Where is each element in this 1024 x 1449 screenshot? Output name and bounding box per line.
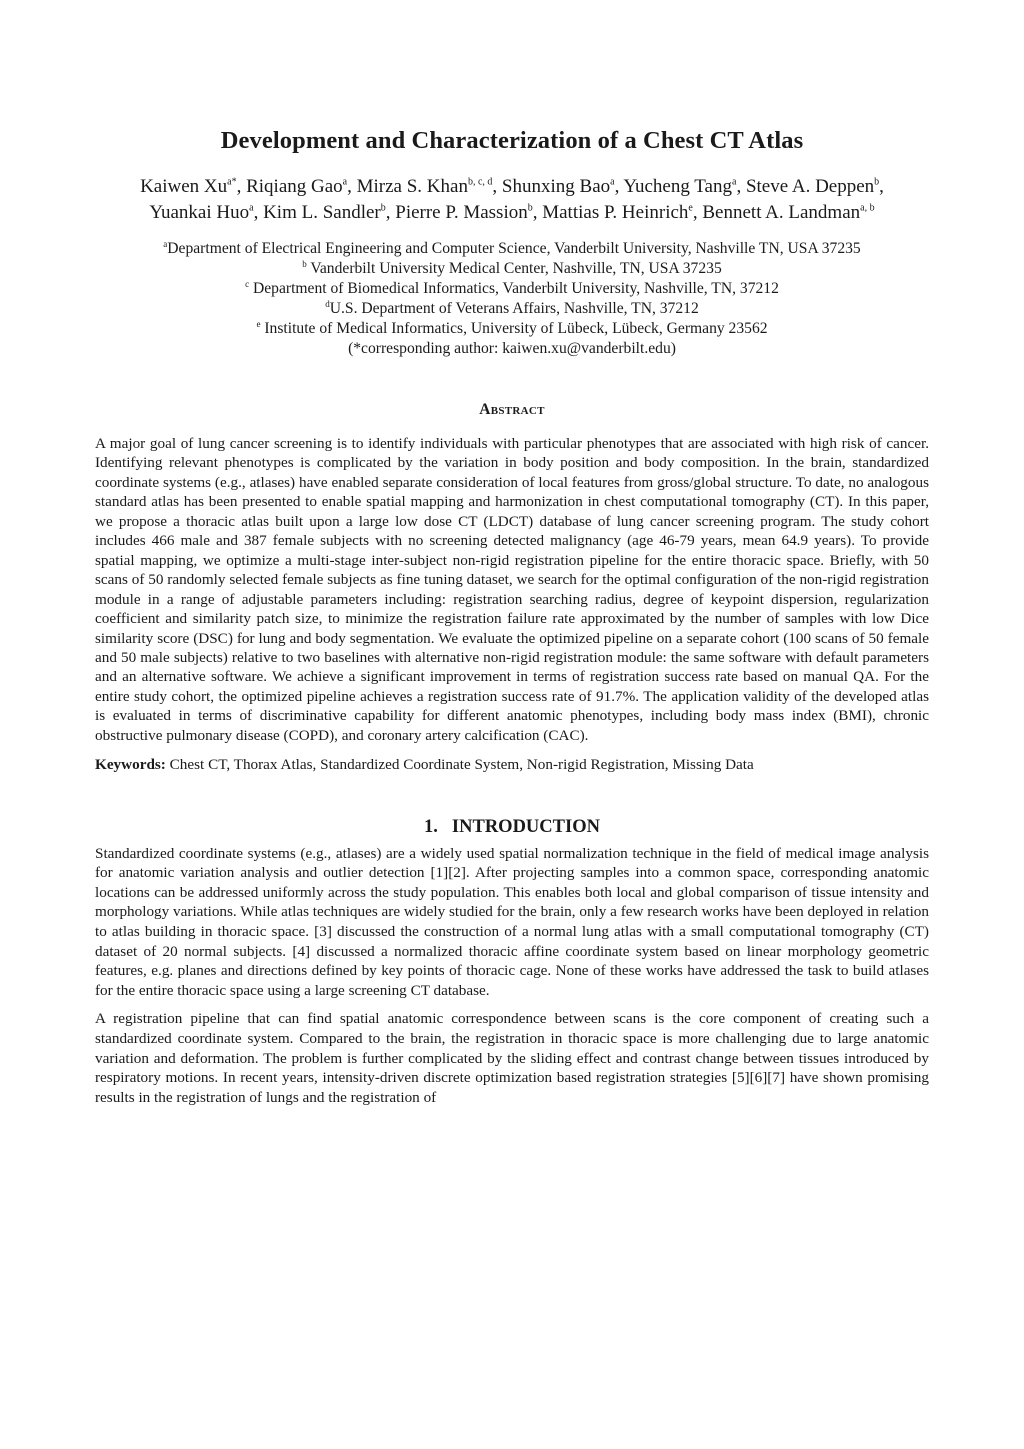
keywords-label: Keywords: [95,756,166,774]
body-paragraph: A registration pipeline that can find spatial anatomic correspondence between scans is the core component of creating such a standardized coordinate system. Compared to the brain, the registration in thoracic space is more challenging due to large anatomic variation and deformation. The problem is further complicated by the sliding effect and contrast change between tissues introduced by respiratory motions. In recent years, intensity-driven discrete optimization based registration strategies [5][6][7] have shown promising results in the registration of lungs and the registration of [95,1010,929,1106]
abstract-text: A major goal of lung cancer screening is to identify individuals with particular phenotypes that are associated with high risk of cancer. Identifying relevant phenotypes is complicated by the variation in body position and body composition. In the brain, standardized coordinate systems (e.g., atlases) have enabled separate consideration of local features from gross/global structure. To date, no analogous standard atlas has been presented to enable spatial mapping and harmonization in chest computational tomography (CT). In this paper, we propose a thoracic atlas built upon a large low dose CT (LDCT) database of lung cancer screening program. The study cohort includes 466 male and 387 female subjects with no screening detected malignancy (age 46-79 years, mean 64.9 years). To provide spatial mapping, we optimize a multi-stage inter-subject non-rigid registration pipeline for the entire thoracic space. Briefly, with 50 scans of 50 randomly selected female subjects as fine tuning dataset, we search for the optimal configuration of the non-rigid registration module in a range of adjustable parameters including: registration searching radius, degree of keypoint dispersion, regularization coefficient and similarity patch size, to minimize the registration failure rate approximated by the number of samples with low Dice similarity score (DSC) for lung and body segmentation. We evaluate the optimized pipeline on a separate cohort (100 scans of 50 female and 50 male subjects) relative to two baselines with alternative non-rigid registration module: the same software with default parameters and an alternative software. We achieve a significant improvement in terms of registration success rate based on manual QA. For the entire study cohort, the optimized pipeline achieves a registration success rate of 91.7%. The application validity of the developed atlas is evaluated in terms of discriminative capability for different anatomic phenotypes, including body mass index (BMI), chronic obstructive pulmonary disease (COPD), and coronary artery calcification (CAC). [95,435,929,744]
paper-page [95,0,929,1107]
author: Kim L. Sandler$^b$, [263,202,396,223]
author: Riqiang Gao$^a$, [246,176,357,197]
section-number: 1. [424,816,438,837]
affiliation: $^a$Department of Electrical Engineering and Computer Science, Vanderbilt University, Nashville TN, USA 37235 [163,238,861,257]
affiliation: $^e$ Institute of Medical Informatics, University of Lübeck, Lübeck, Germany 23562 [256,318,768,337]
author: Yucheng Tang$^a$, [623,176,746,197]
affiliation: $^d$U.S. Department of Veterans Affairs, Nashville, TN, 37212 [325,298,699,317]
author: Yuankai Huo$^a$, [149,202,264,223]
author: Steve A. Deppen$^b$, [745,176,884,197]
section-title: INTRODUCTION [451,816,600,837]
author: Pierre P. Massion$^b$, [395,202,543,223]
affiliation: $^b$ Vanderbilt University Medical Center, Nashville, TN, USA 37235 [302,258,722,277]
author-line-1 [95,174,929,200]
corresponding-author: (*corresponding author: kaiwen.xu@vanderbilt.edu) [348,340,676,357]
paper-title: Development and Characterization of a Chest CT Atlas [220,127,804,154]
author: Mattias P. Heinrich$^e$, [542,202,703,223]
body-paragraph: Standardized coordinate systems (e.g., atlases) are a widely used spatial normalization technique in the field of medical image analysis for anatomic variation analysis and outlier detection [1][2]. After projecting samples into a common space, corresponding anatomic locations can be addressed uniformly across the study population. This enables both local and global comparison of tissue intensity and morphology variations. While atlas techniques are widely studied for the brain, only a few research works have been deployed in relation to atlas building in thoracic space. [3] discussed the construction of a normal lung atlas with a small computational tomography (CT) dataset of 20 normal subjects. [4] discussed a normalized thoracic affine coordinate system based on linear morphology geometric features, e.g. planes and directions defined by key points of thoracic cage. None of these works have addressed the task to build atlases for the entire thoracic space using a large screening CT database. [95,844,929,999]
section-heading-introduction [95,815,929,839]
author: Shunxing Bao$^a$, [501,176,624,197]
author: Kaiwen $Xu^{a*}$, [140,176,247,197]
author-list [95,174,929,226]
keywords [95,755,929,774]
keywords-list: Chest CT, Thorax Atlas, Standardized Coordinate System, Non-rigid Registration, Missing Data [165,756,754,774]
affiliation-list [95,239,929,359]
author-line-2 [95,200,929,226]
abstract-heading: Abstract [479,401,545,418]
author: Mirza S. Khan$^{b, c, d}$, [356,176,502,197]
author: Bennett A. Landman$^{a, b}$ [702,202,875,223]
affiliation: $^c$ Department of Biomedical Informatics, Vanderbilt University, Nashville, TN, 37212 [245,278,779,297]
